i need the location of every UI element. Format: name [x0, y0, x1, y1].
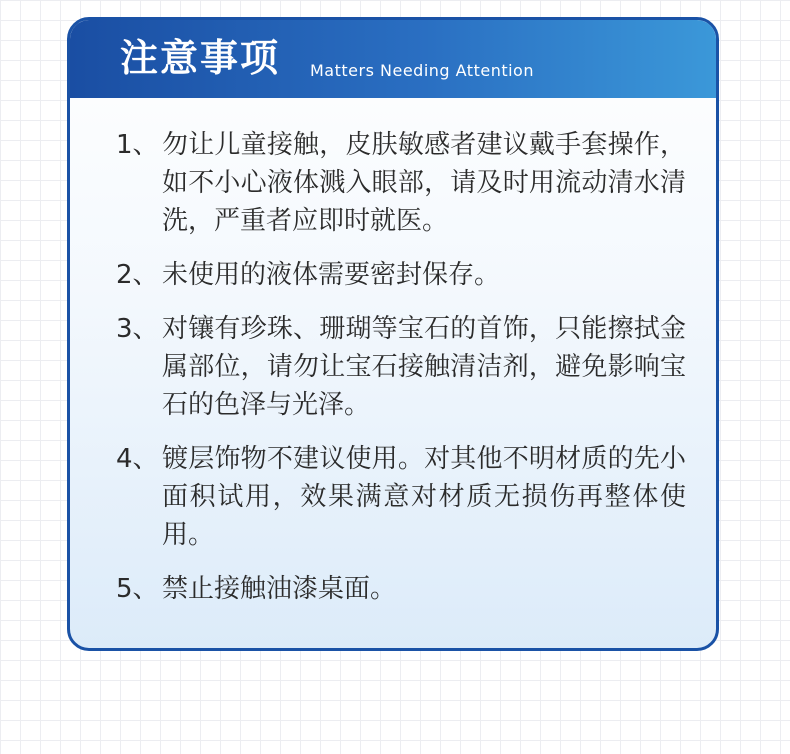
- list-item: [116, 126, 686, 240]
- list-item-text: 禁止接触油漆桌面。: [162, 574, 397, 604]
- page-title: 注意事项: [120, 36, 281, 80]
- page-subtitle: Matters Needing Attention: [310, 61, 534, 80]
- list-item-text: 勿让儿童接触，皮肤敏感者建议戴手套操作，如不小心液体溅入眼部，请及时用流动清水清洗，严重者应即时就医。: [162, 130, 686, 236]
- notes-list: [116, 126, 686, 624]
- list-item-number: 2、: [116, 260, 159, 290]
- list-item-number: 4、: [116, 444, 159, 474]
- list-item: [116, 310, 686, 424]
- list-item-number: 1、: [116, 130, 159, 160]
- list-item-number: 3、: [116, 314, 159, 344]
- card-header: [70, 20, 716, 98]
- notice-card: [67, 17, 719, 651]
- list-item: [116, 570, 686, 608]
- list-item: [116, 440, 686, 554]
- list-item-text: 未使用的液体需要密封保存。: [162, 260, 501, 290]
- list-item-text: 镀层饰物不建议使用。对其他不明材质的先小面积试用，效果满意对材质无损伤再整体使用。: [162, 444, 686, 550]
- list-item-text: 对镶有珍珠、珊瑚等宝石的首饰，只能擦拭金属部位，请勿让宝石接触清洁剂，避免影响宝石的色泽与光泽。: [162, 314, 686, 420]
- list-item-number: 5、: [116, 574, 159, 604]
- list-item: [116, 256, 686, 294]
